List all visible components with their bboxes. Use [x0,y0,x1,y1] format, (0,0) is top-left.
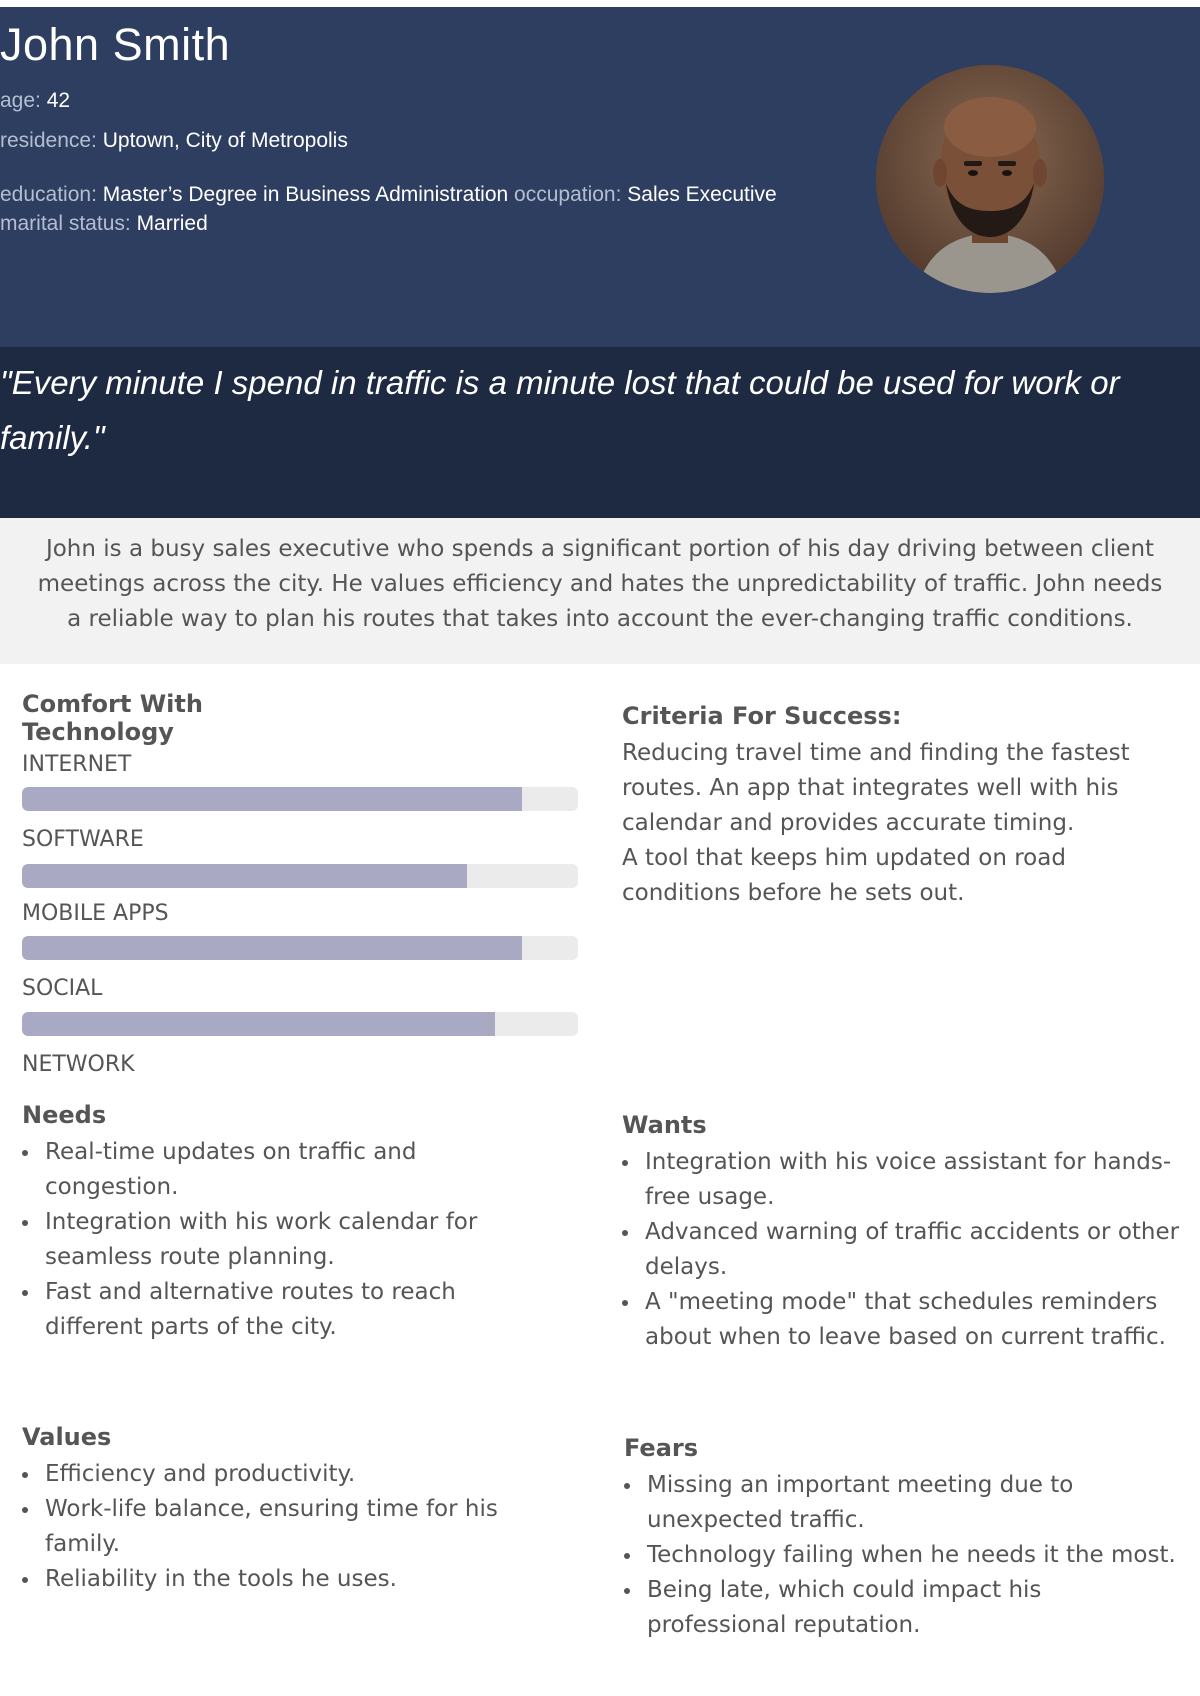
list-item: Real-time updates on traffic and congestion. [22,1135,522,1205]
list-item: Fast and alternative routes to reach different parts of the city. [22,1275,522,1345]
fears-list [624,1468,1184,1643]
marital-row [0,212,208,236]
wants-list [622,1145,1200,1355]
avatar [876,65,1104,293]
bullet-icon [22,1290,28,1296]
tech-bar-fill [22,864,467,888]
fears-section [624,1434,1184,1643]
tech-bar-internet [22,787,578,811]
age-row [0,89,70,113]
age-value: 42 [46,89,71,112]
needs-title: Needs [22,1101,107,1129]
list-item: Integration with his work calendar for seamless route planning. [22,1205,522,1275]
avatar-portrait-icon [876,65,1104,293]
technology-section [22,690,582,1078]
occupation-value: Sales Executive [627,183,777,206]
persona-name: John Smith [0,19,231,70]
tech-bar-fill [22,787,522,811]
bullet-icon [622,1230,628,1236]
tech-bar-fill [22,1012,495,1036]
tech-bar-mobile-apps [22,936,578,960]
technology-title: Comfort With Technology [22,690,203,746]
list-item: Missing an important meeting due to unexpected traffic. [624,1468,1184,1538]
persona-header [0,7,1200,347]
tech-bar-fill [22,936,522,960]
list-item: Work-life balance, ensuring time for his family. [22,1492,542,1562]
list-item: A "meeting mode" that schedules reminders about when to leave based on current traffic. [622,1285,1200,1355]
occupation-label: occupation: [514,183,622,206]
fears-title: Fears [624,1434,699,1462]
persona-quote: "Every minute I spend in traffic is a minute lost that could be used for work or family." [0,364,1120,456]
education-occupation-row [0,183,777,207]
list-item: Integration with his voice assistant for hands-free usage. [622,1145,1200,1215]
needs-section [22,1101,522,1345]
summary-section [0,518,1200,664]
bullet-icon [22,1150,28,1156]
residence-value: Uptown, City of Metropolis [102,129,348,152]
bullet-icon [22,1577,28,1583]
education-label: education: [0,183,97,206]
values-section [22,1423,542,1597]
criteria-section [622,702,1182,911]
bullet-icon [22,1220,28,1226]
list-item: Reliability in the tools he uses. [22,1562,542,1597]
list-item: Being late, which could impact his professional reputation. [624,1573,1184,1643]
bullet-icon [624,1553,630,1559]
quote-band [0,347,1200,518]
tech-label-internet: INTERNET [22,752,132,777]
criteria-text-2: A tool that keeps him updated on road conditions before he sets out. [622,845,1066,906]
criteria-title: Criteria For Success: [622,702,902,730]
tech-bar-software [22,864,578,888]
tech-bar-social [22,1012,578,1036]
bullet-icon [622,1300,628,1306]
list-item: Technology failing when he needs it the most. [624,1538,1184,1573]
residence-label: residence: [0,129,97,152]
bullet-icon [622,1160,628,1166]
bullet-icon [624,1588,630,1594]
residence-row [0,129,348,153]
values-title: Values [22,1423,112,1451]
tech-label-software: SOFTWARE [22,827,144,852]
tech-label-network: NETWORK [22,1052,135,1077]
bullet-icon [22,1507,28,1513]
criteria-text-1: Reducing travel time and finding the fastest routes. An app that integrates well with his calendar and provides accurate timing. [622,740,1130,836]
values-list [22,1457,542,1597]
marital-label: marital status: [0,212,131,235]
wants-title: Wants [622,1111,707,1139]
needs-list [22,1135,522,1345]
bullet-icon [624,1483,630,1489]
marital-value: Married [136,212,208,235]
list-item: Efficiency and productivity. [22,1457,542,1492]
list-item: Advanced warning of traffic accidents or other delays. [622,1215,1200,1285]
tech-label-mobile-apps: MOBILE APPS [22,901,169,926]
age-label: age: [0,89,41,112]
education-value: Master’s Degree in Business Administration [102,183,509,206]
summary-text: John is a busy sales executive who spends a significant portion of his day driving between client meetings across the city. He values efficiency and hates the unpredictability of traffic. John needs a reliable way to plan his routes that takes into account the ever-changing traffic conditions. [37,536,1163,632]
wants-section [622,1111,1200,1355]
tech-label-social: SOCIAL [22,976,103,1001]
bullet-icon [22,1472,28,1478]
